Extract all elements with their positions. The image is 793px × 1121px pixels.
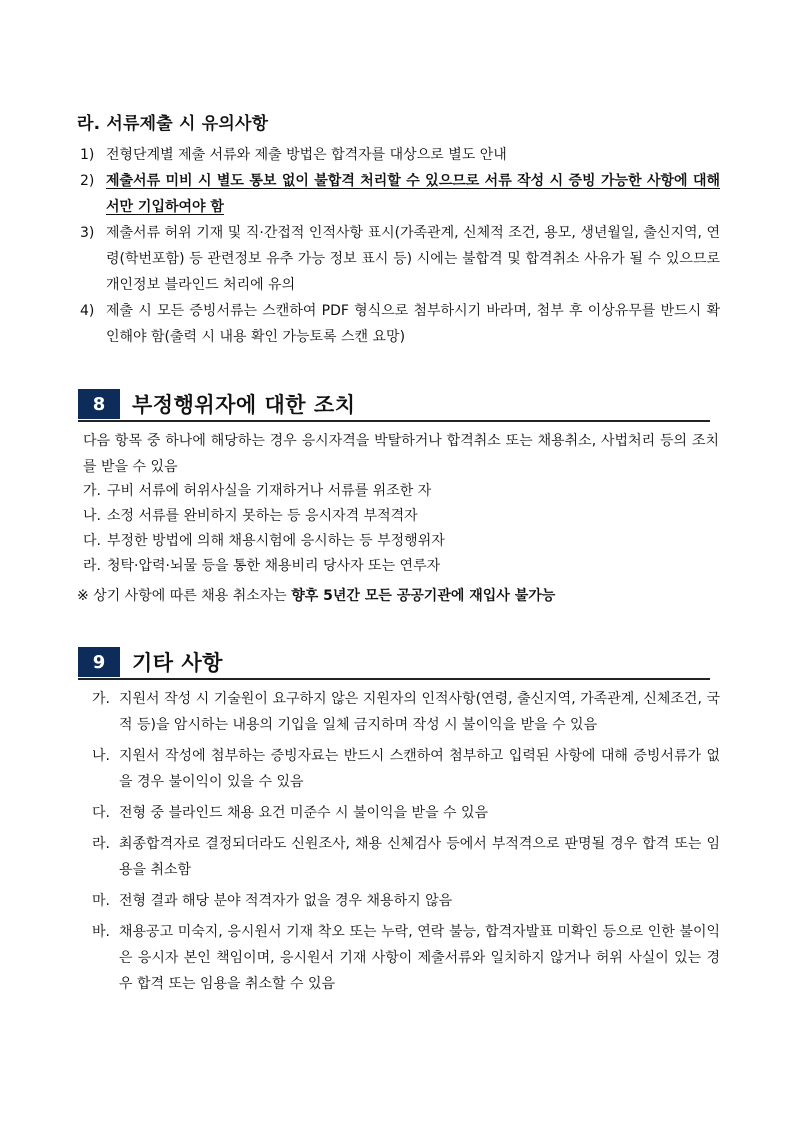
list-item: [83, 504, 723, 529]
list-item: [92, 888, 720, 914]
item-text-emphasized: 제출서류 미비 시 별도 통보 없이 불합격 처리할 수 있으므로 서류 작성 시 증빙 가능한 사항에 대해서만 기입하여야 함: [106, 173, 720, 215]
item-text: 지원서 작성에 첨부하는 증빙자료는 반드시 스캔하여 첨부하고 입력된 사항에 대해 증빙서류가 없을 경우 불이익이 있을 수 있음: [119, 748, 720, 790]
item-marker: 나.: [83, 508, 101, 524]
item-marker: 바.: [92, 924, 110, 940]
item-text: 전형 중 블라인드 채용 요건 미준수 시 불이익을 받을 수 있음: [119, 805, 489, 821]
section-title: 부정행위자에 대한 조치: [132, 393, 356, 417]
item-text: 전형단계별 제출 서류와 제출 방법은 합격자를 대상으로 별도 안내: [106, 147, 507, 163]
list-item: [83, 554, 723, 579]
item-text: 구비 서류에 허위사실을 기재하거나 서류를 위조한 자: [107, 483, 432, 499]
list-item: [80, 220, 720, 298]
other-matters-list: [92, 686, 720, 1002]
item-text: 지원서 작성 시 기술원이 요구하지 않은 지원자의 인적사항(연령, 출신지역, 가족관계, 신체조건, 국적 등)을 암시하는 내용의 기입을 일체 금지하며 작성 시 불이익을 받을 수 있음: [119, 691, 720, 733]
list-item: [92, 800, 720, 826]
item-number: 1): [80, 147, 95, 163]
section-8-header: [78, 388, 710, 422]
section-number-badge: 8: [78, 389, 120, 419]
list-item: [80, 168, 720, 220]
section-number-badge: 9: [78, 647, 120, 677]
item-text: 채용공고 미숙지, 응시원서 기재 착오 또는 누락, 연락 불능, 합격자발표 미확인 등으로 인한 불이익은 응시자 본인 책임이며, 응시원서 기재 사항이 제출서류와 일치하지 않거나 허위 사실이 있는 경우 합격 또는 임용을 취소할 수 있음: [119, 924, 720, 992]
item-marker: 가.: [92, 691, 110, 707]
item-text: 최종합격자로 결정되더라도 신원조사, 채용 신체검사 등에서 부적격으로 판명될 경우 합격 또는 임용을 취소함: [119, 836, 720, 878]
list-item: [80, 298, 720, 350]
item-marker: 나.: [92, 748, 110, 764]
item-text: 전형 결과 해당 분야 적격자가 없을 경우 채용하지 않음: [119, 893, 453, 909]
list-item: [83, 479, 723, 504]
list-item: [92, 743, 720, 795]
item-text: 부정한 방법에 의해 채용시험에 응시하는 등 부정행위자: [107, 533, 445, 549]
note-emphasis: 향후 5년간 모든 공공기관에 재입사 불가능: [291, 588, 556, 604]
section-9-header: [78, 646, 710, 680]
item-number: 2): [80, 173, 95, 189]
list-item: [92, 686, 720, 738]
subsection-title: 라. 서류제출 시 유의사항: [77, 114, 269, 134]
item-marker: 다.: [92, 805, 110, 821]
list-item: [92, 831, 720, 883]
item-number: 4): [80, 303, 95, 319]
item-marker: 마.: [92, 893, 110, 909]
note-text: ※ 상기 사항에 따른 채용 취소자는: [77, 588, 292, 604]
item-marker: 라.: [92, 836, 110, 852]
item-text: 제출 시 모든 증빙서류는 스캔하여 PDF 형식으로 첨부하시기 바라며, 첨부 후 이상유무를 반드시 확인해야 함(출력 시 내용 확인 가능토록 스캔 요망): [106, 303, 720, 345]
list-item: [80, 142, 720, 168]
item-text: 청탁·압력·뇌물 등을 통한 채용비리 당사자 또는 연루자: [107, 558, 441, 574]
item-number: 3): [80, 225, 95, 241]
list-item: [83, 529, 723, 554]
item-marker: 다.: [83, 533, 101, 549]
section-8-intro: 다음 항목 중 하나에 해당하는 경우 응시자격을 박탈하거나 합격취소 또는 채용취소, 사법처리 등의 조치를 받을 수 있음: [83, 433, 719, 475]
submission-notes-list: [80, 142, 720, 350]
list-item: [92, 919, 720, 997]
item-text: 소정 서류를 완비하지 못하는 등 응시자격 부적격자: [107, 508, 418, 524]
item-text: 제출서류 허위 기재 및 직·간접적 인적사항 표시(가족관계, 신체적 조건, 용모, 생년월일, 출신지역, 연령(학번포함) 등 관련정보 유추 가능 정보 표시 등) 시에는 불합격 및 합격취소 사유가 될 수 있으므로 개인정보 블라인드 처리에 유의: [106, 225, 720, 293]
item-marker: 라.: [83, 558, 101, 574]
item-marker: 가.: [83, 483, 101, 499]
section-title: 기타 사항: [132, 651, 223, 675]
misconduct-list: [83, 479, 723, 579]
reemployment-note: [77, 584, 555, 609]
